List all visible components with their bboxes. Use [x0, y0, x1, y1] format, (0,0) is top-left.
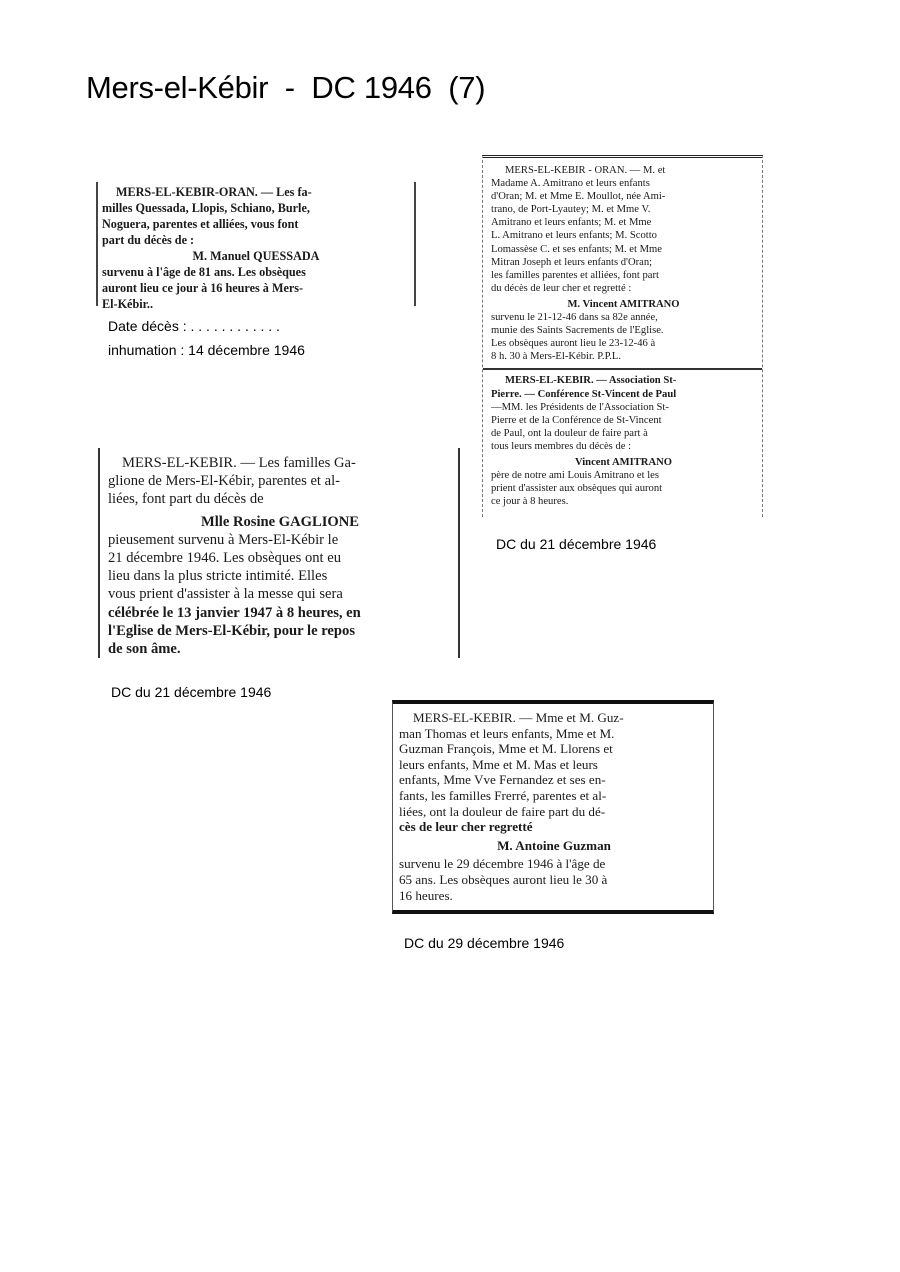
clipping-line: survenu le 29 décembre 1946 à l'âge de: [399, 856, 606, 872]
clipping-line: MERS-EL-KEBIR. — Association St-: [505, 375, 677, 387]
clipping-line: Noguera, parentes et alliées, vous font: [102, 217, 299, 231]
clipping-line: cès de leur cher regretté: [399, 819, 533, 835]
clipping-line: man Thomas et leurs enfants, Mme et M.: [399, 725, 615, 741]
clipping-line: liées, font part du décès de: [108, 491, 264, 508]
clipping-line: l'Eglise de Mers-El-Kébir, pour le repos: [108, 622, 356, 639]
clipping-line: père de notre ami Louis Amitrano et les: [491, 470, 659, 482]
clipping-line: MERS-EL-KEBIR-ORAN. — Les fa-: [116, 185, 312, 199]
clipping-line: 21 décembre 1946. Les obsèques ont eu: [108, 550, 342, 567]
clipping-line: glione de Mers-El-Kébir, parentes et al-: [108, 473, 341, 490]
clipping-line: de Paul, ont la douleur de faire part à: [491, 427, 648, 439]
obituary-clipping-guzman: [392, 700, 714, 914]
clipping-caption: DC du 21 décembre 1946: [496, 536, 657, 552]
clipping-line: MERS-EL-KEBIR - ORAN. — M. et: [505, 165, 666, 176]
clipping-caption: DC du 29 décembre 1946: [404, 935, 565, 951]
clipping-line: L. Amitrano et leurs enfants; M. Scotto: [491, 230, 657, 242]
clipping-line: leurs enfants, Mme et M. Mas et leurs: [399, 756, 598, 772]
clipping-line: Madame A. Amitrano et leurs enfants: [491, 178, 650, 190]
clipping-line: lieu dans la plus stricte intimité. Elles: [108, 568, 328, 585]
deceased-name: M. Manuel QUESSADA: [192, 249, 320, 263]
clipping-line: 8 h. 30 à Mers-El-Kébir. P.P.L.: [491, 351, 622, 363]
clipping-line: munie des Saints Sacrements de l'Eglise.: [491, 325, 664, 337]
clipping-line: d'Oran; M. et Mme E. Moullot, née Ami-: [491, 191, 666, 203]
clipping-line: 65 ans. Les obsèques auront lieu le 30 à: [399, 871, 608, 887]
clipping-line: auront lieu ce jour à 16 heures à Mers-: [102, 281, 304, 295]
clipping-line: liées, ont la douleur de faire part du dé-: [399, 803, 606, 819]
page-title: Mers-el-Kébir - DC 1946 (7): [86, 70, 486, 105]
obituary-clipping-quessada: [96, 182, 416, 311]
clipping-line: fants, les familles Frerré, parentes et al-: [399, 787, 607, 803]
clipping-line: Les obsèques auront lieu le 23-12-46 à: [491, 338, 656, 350]
clipping-line: survenu le 21-12-46 dans sa 82e année,: [491, 312, 658, 324]
clipping-caption: DC du 21 décembre 1946: [111, 684, 272, 700]
deceased-name: Mlle Rosine GAGLIONE: [200, 513, 360, 530]
clipping-line: ce jour à 8 heures.: [491, 496, 569, 508]
clipping-line: Guzman François, Mme et M. Llorens et: [399, 741, 613, 757]
clipping-line: de son âme.: [108, 641, 181, 658]
clipping-line: prient d'assister aux obsèques qui auront: [491, 483, 663, 495]
clipping-line: pieusement survenu à Mers-El-Kébir le: [108, 531, 339, 548]
obituary-clipping-amitrano: [482, 155, 763, 517]
clipping-line: Mitran Joseph et leurs enfants d'Oran;: [491, 256, 653, 268]
column-divider: [483, 368, 762, 370]
clipping-line: part du décès de :: [102, 233, 195, 247]
death-date-note: Date décès : . . . . . . . . . . . .: [108, 318, 280, 334]
clipping-line: tous leurs membres du décès de :: [491, 440, 632, 452]
clipping-line: trano, de Port-Lyautey; M. et Mme V.: [491, 204, 651, 216]
clipping-line: —MM. les Présidents de l'Association St-: [491, 401, 669, 413]
clipping-line: les familles parentes et alliées, font part: [491, 269, 659, 281]
deceased-name: M. Antoine Guzman: [497, 837, 611, 853]
clipping-line: célébrée le 13 janvier 1947 à 8 heures, en: [108, 604, 361, 621]
clipping-line: enfants, Mme Vve Fernandez et ses en-: [399, 772, 606, 788]
clipping-line: 16 heures.: [399, 887, 453, 903]
clipping-line: Pierre et de la Conférence de St-Vincent: [491, 414, 662, 426]
clipping-line: survenu à l'âge de 81 ans. Les obsèques: [102, 265, 306, 279]
clipping-line: Amitrano et leurs enfants; M. et Mme: [491, 217, 652, 229]
clipping-line: vous prient d'assister à la messe qui sera: [108, 586, 343, 603]
obituary-clipping-gaglione: [98, 448, 460, 658]
clipping-line: MERS-EL-KEBIR. — Mme et M. Guz-: [413, 710, 624, 725]
clipping-line: MERS-EL-KEBIR. — Les familles Ga-: [122, 455, 356, 471]
clipping-line: El-Kébir..: [102, 297, 154, 311]
burial-date-note: inhumation : 14 décembre 1946: [108, 342, 305, 358]
deceased-name: Vincent AMITRANO: [574, 456, 672, 468]
clipping-line: milles Quessada, Llopis, Schiano, Burle,: [102, 201, 310, 215]
clipping-line: du décès de leur cher et regretté :: [491, 282, 632, 294]
clipping-line: Lomassèse C. et ses enfants; M. et Mme: [491, 243, 662, 255]
deceased-name: M. Vincent AMITRANO: [567, 298, 680, 310]
clipping-line: Pierre. — Conférence St-Vincent de Paul: [491, 388, 677, 400]
